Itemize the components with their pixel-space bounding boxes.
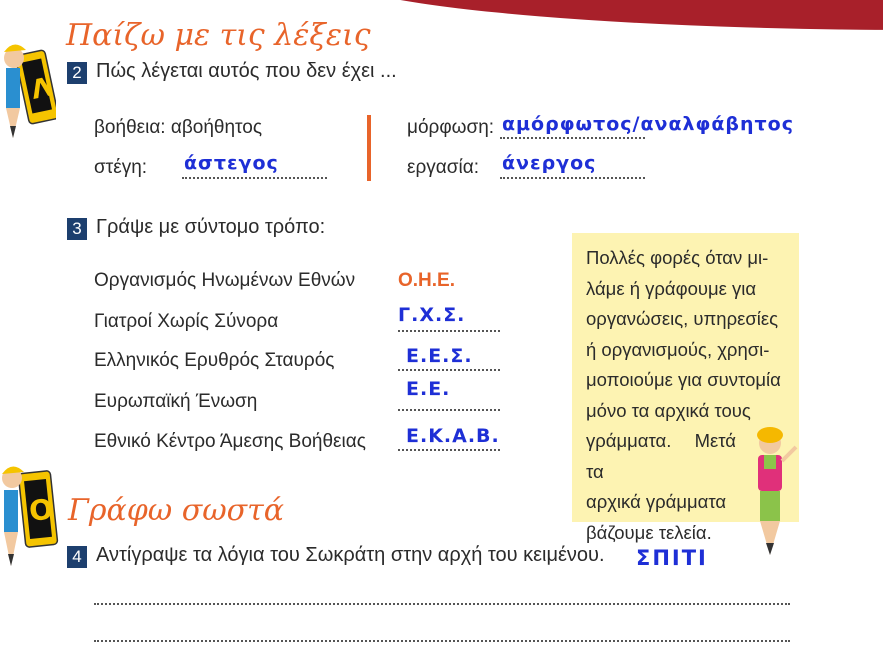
note-line: μοποιούμε για συντομία (586, 369, 781, 390)
task3-item-label: Γιατροί Χωρίς Σύνορα (94, 311, 279, 332)
answer-gxs: Γ.Χ.Σ. (398, 304, 466, 326)
task-number-2: 2 (67, 62, 87, 84)
answer-ekab: Ε.Κ.Α.Β. (406, 425, 500, 447)
answer-line-ees[interactable] (398, 369, 500, 371)
task2-row2-left-label: στέγη: (94, 157, 148, 178)
task3-example-answer: Ο.Η.Ε. (398, 270, 456, 291)
note-line: οργανώσεις, υπηρεσίες (586, 308, 779, 329)
task2-row1-right-label: μόρφωση: (407, 117, 495, 138)
writing-line-1[interactable] (94, 603, 790, 605)
task-number-4: 4 (67, 546, 87, 568)
answer-astegos: άστεγος (184, 152, 279, 174)
answer-line-morfosi[interactable] (500, 137, 645, 139)
section-heading-write: Γράφω σωστά (68, 493, 284, 528)
letter-card-omicron: Ο (27, 492, 55, 528)
task3-item-label: Οργανισμός Ηνωμένων Εθνών (94, 270, 356, 291)
task4-prompt: Αντίγραψε τα λόγια του Σωκράτη στην αρχή του κειμένου. (96, 544, 605, 566)
vertical-divider (367, 115, 371, 181)
answer-anergos: άνεργος (502, 152, 597, 174)
note-line: ή οργανισμούς, χρησι- (586, 338, 770, 360)
task3-item-label: Ελληνικός Ερυθρός Σταυρός (94, 350, 335, 371)
note-line: λάμε ή γράφουμε για (586, 277, 757, 299)
note-line: Πολλές φορές όταν μι- (586, 247, 769, 268)
answer-line-ergasia[interactable] (500, 177, 645, 179)
task3-item-label: Ευρωπαϊκή Ένωση (94, 391, 258, 412)
section-heading-play: Παίζω με τις λέξεις (66, 18, 371, 53)
teacher-character-illustration (748, 425, 804, 565)
note-line: αρχικά γράμματα (586, 491, 727, 512)
answer-line-ekab[interactable] (398, 449, 500, 451)
note-line: βάζουμε τελεία. (586, 521, 712, 543)
answer-ee: Ε.Ε. (406, 378, 451, 400)
task2-row1-left: βοήθεια: αβοήθητος (94, 117, 263, 138)
task3-item-label: Εθνικό Κέντρο Άμεσης Βοήθειας (94, 431, 366, 452)
task4-answer: ΣΠΙΤΙ (636, 546, 708, 570)
pencil-character-illustration (0, 38, 56, 150)
letter-card-lambda: Λ (28, 72, 55, 106)
task2-prompt: Πώς λέγεται αυτός που δεν έχει ... (96, 60, 397, 82)
task2-row2-right-label: εργασία: (407, 157, 479, 178)
note-line: μόνο τα αρχικά τους (586, 399, 751, 421)
pencil-character-illustration (0, 462, 60, 572)
answer-line-gxs[interactable] (398, 330, 500, 332)
answer-line-ee[interactable] (398, 409, 500, 411)
answer-ees: Ε.Ε.Σ. (406, 345, 473, 367)
note-line: γράμματα. Μετά τα (586, 430, 736, 482)
task3-prompt: Γράψε με σύντομο τρόπο: (96, 216, 326, 238)
top-decorative-band (320, 0, 883, 30)
writing-line-2[interactable] (94, 640, 790, 642)
task-number-3: 3 (67, 218, 87, 240)
answer-line-stegi[interactable] (182, 177, 327, 179)
answer-amorfotos: αμόρφωτος/αναλφάβητος (502, 113, 795, 135)
